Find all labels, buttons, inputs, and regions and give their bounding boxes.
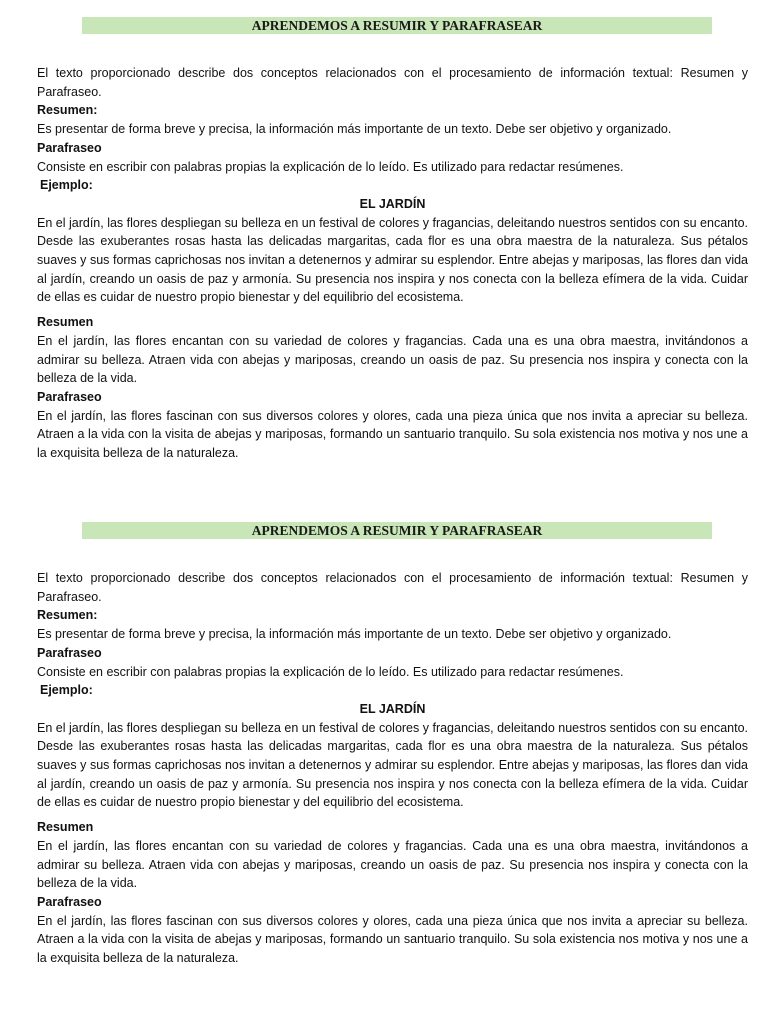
paraphrase-text: En el jardín, las flores fascinan con sus diversos colores y olores, cada una pieza única que nos invita a apreciar su belleza. Atraen a la vida con la visita de abejas y mariposas, formando un santuario tranquilo. Su sola existencia nos motiva y nos une a la exquisita belleza de la naturaleza. [37,913,748,966]
example-title: EL JARDÍN [359,701,426,716]
document-section-2 [0,522,768,968]
example-text: En el jardín, las flores despliegan su belleza en un festival de colores y fragancias, deleitando nuestros sentidos con su encanto. Desde las exuberantes rosas hasta las delicadas margaritas, cada flor es una obra maestra de la naturaleza. Sus pétalos suaves y sus formas caprichosas nos invitan a detenernos y admirar su esplendor. Entre abejas y mariposas, las flores dan vida al jardín, creando un oasis de paz y armonía. Su presencia nos inspira y nos conecta con la belleza efímera de la vida. Cuidar de ellas es cuidar de nuestro propio bienestar y del equilibrio del ecosistema. [37,215,748,305]
parafraseo-heading: Parafraseo [37,645,102,660]
paraphrase-heading: Parafraseo [37,389,102,404]
section-content [37,64,748,463]
paraphrase-text: En el jardín, las flores fascinan con sus diversos colores y olores, cada una pieza única que nos invita a apreciar su belleza. Atraen a la vida con la visita de abejas y mariposas, formando un santuario tranquilo. Su sola existencia nos motiva y nos une a la exquisita belleza de la naturaleza. [37,408,748,461]
example-title: EL JARDÍN [359,196,426,211]
example-text: En el jardín, las flores despliegan su belleza en un festival de colores y fragancias, deleitando nuestros sentidos con su encanto. Desde las exuberantes rosas hasta las delicadas margaritas, cada flor es una obra maestra de la naturaleza. Sus pétalos suaves y sus formas caprichosas nos invitan a detenernos y admirar su esplendor. Entre abejas y mariposas, las flores dan vida al jardín, creando un oasis de paz y armonía. Su presencia nos inspira y nos conecta con la belleza efímera de la vida. Cuidar de ellas es cuidar de nuestro propio bienestar y del equilibrio del ecosistema. [37,720,748,810]
parafraseo-definition: Consiste en escribir con palabras propias la explicación de lo leído. Es utilizado para redactar resúmenes. [37,664,624,679]
paraphrase-heading: Parafraseo [37,894,102,909]
resumen-definition: Es presentar de forma breve y precisa, la información más importante de un texto. Debe ser objetivo y organizado. [37,627,672,642]
ejemplo-heading: Ejemplo: [40,683,93,698]
intro-paragraph: El texto proporcionado describe dos conceptos relacionados con el procesamiento de información textual: Resumen y Parafraseo. [37,66,748,99]
summary-text: En el jardín, las flores encantan con su variedad de colores y fragancias. Cada una es una obra maestra, invitándonos a admirar su belleza. Atraen vida con abejas y mariposas, creando un oasis de paz. Su presencia nos inspira y conecta con la belleza de la vida. [37,838,748,891]
summary-heading: Resumen [37,315,94,330]
parafraseo-definition: Consiste en escribir con palabras propias la explicación de lo leído. Es utilizado para redactar resúmenes. [37,159,624,174]
resumen-definition: Es presentar de forma breve y precisa, la información más importante de un texto. Debe ser objetivo y organizado. [37,122,672,137]
resumen-heading: Resumen: [37,608,98,623]
resumen-heading: Resumen: [37,103,98,118]
document-section-1 [0,17,768,463]
section-title: APRENDEMOS A RESUMIR Y PARAFRASEAR [82,17,712,34]
section-title: APRENDEMOS A RESUMIR Y PARAFRASEAR [82,522,712,539]
summary-heading: Resumen [37,820,94,835]
intro-paragraph: El texto proporcionado describe dos conceptos relacionados con el procesamiento de información textual: Resumen y Parafraseo. [37,571,748,604]
parafraseo-heading: Parafraseo [37,140,102,155]
summary-text: En el jardín, las flores encantan con su variedad de colores y fragancias. Cada una es una obra maestra, invitándonos a admirar su belleza. Atraen vida con abejas y mariposas, creando un oasis de paz. Su presencia nos inspira y conecta con la belleza de la vida. [37,333,748,386]
ejemplo-heading: Ejemplo: [40,178,93,193]
section-content [37,569,748,968]
